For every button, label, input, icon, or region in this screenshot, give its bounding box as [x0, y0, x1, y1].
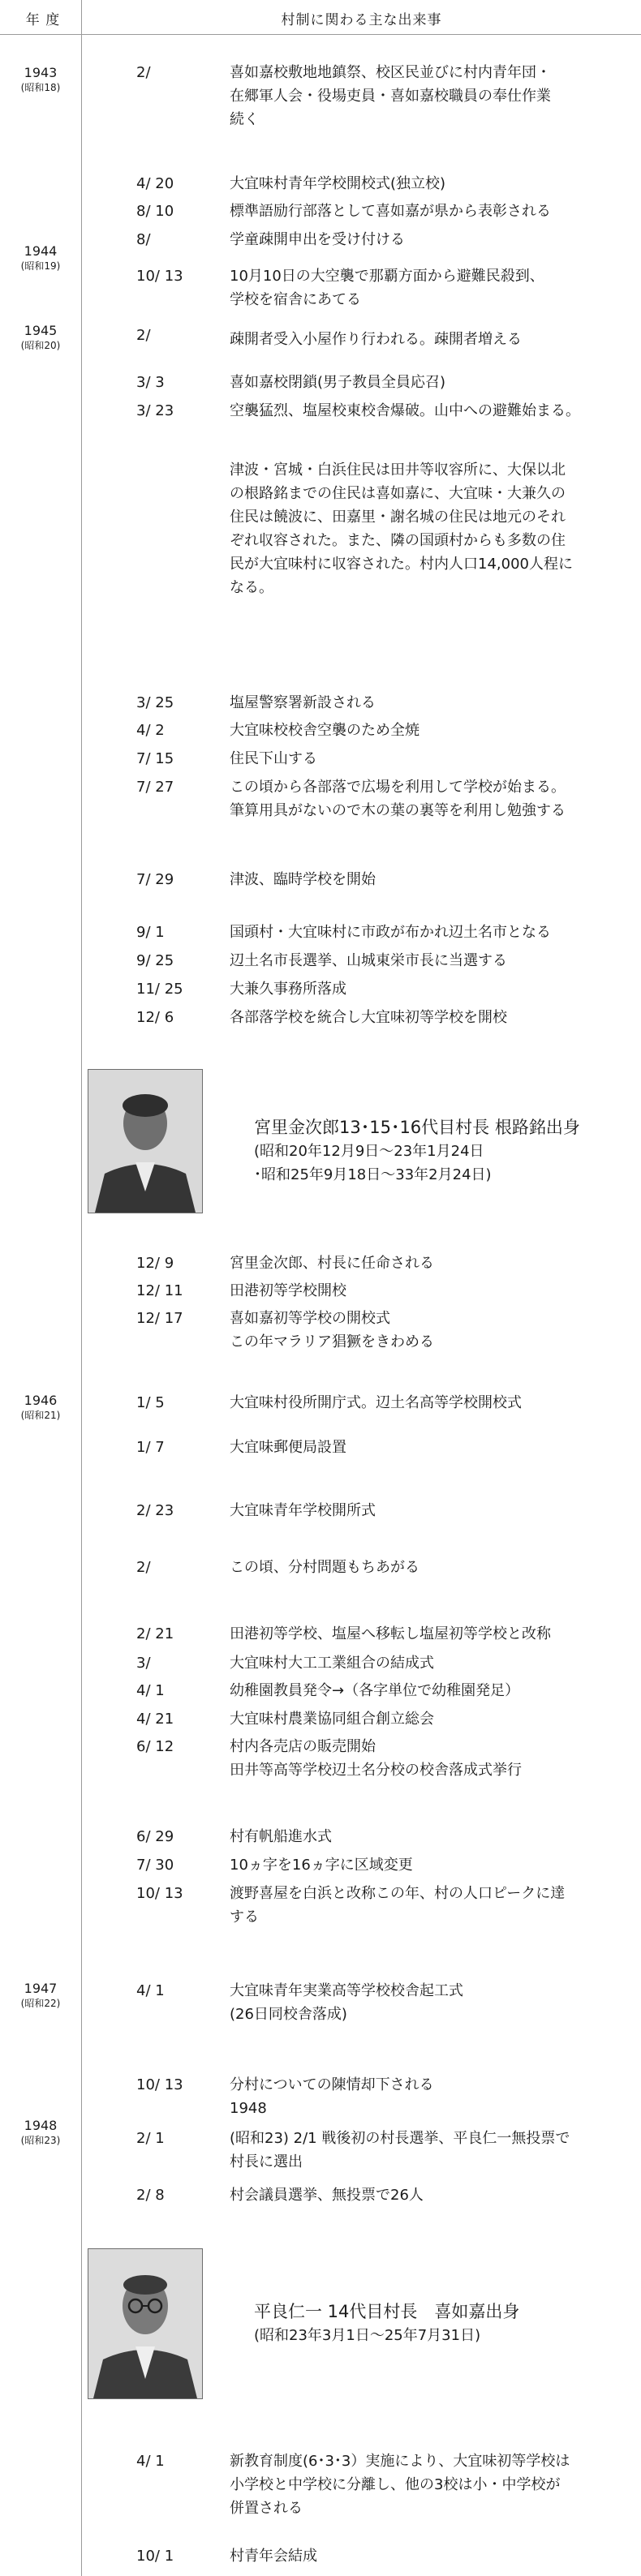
event-text: 大宜味村青年学校開校式(独立校) [230, 175, 446, 192]
event-text: 大宜味校校舎空襲のため全焼 [230, 722, 419, 739]
event-text: 大宜味村農業協同組合創立総会 [230, 1711, 434, 1728]
year-column-header: 年 度 [25, 12, 61, 28]
event-text: 村内各売店の販売開始 田井等高等学校辺土名分校の校舎落成式挙行 [230, 1738, 522, 1779]
year-label [0, 2118, 81, 2147]
event-text: 住民下山する [230, 750, 317, 767]
year-era: (昭和21) [20, 1410, 61, 1421]
event-text: 新教育制度(6･3･3）実施により、大宜味初等学校は 小学校と中学校に分離し、他の3校は小・中学校が 併置される [230, 2453, 570, 2517]
mayor-term: (昭和20年12月9日〜23年1月24日 ･昭和25年9月18日〜33年2月24日) [254, 1143, 492, 1183]
event-text: 大兼久事務所落成 [230, 981, 346, 998]
event-text: 大宜味青年学校開所式 [230, 1502, 376, 1519]
year-label [0, 243, 81, 273]
event-date: 9/ 25 [136, 952, 174, 969]
event-text: 宮里金次郎、村長に任命される [230, 1255, 434, 1272]
event-text: 村有帆船進水式 [230, 1828, 332, 1845]
event-text: 村会議員選挙、無投票で26人 [230, 2187, 424, 2204]
event-text: 幼稚園教員発令→（各字単位で幼稚園発足） [230, 1682, 520, 1699]
event-text: 空襲猛烈、塩屋校東校舎爆破。山中への避難始まる。 [230, 402, 580, 419]
event-date: 8/ 10 [136, 203, 174, 220]
year-number: 1945 [24, 323, 58, 338]
event-date: 2/ 1 [136, 2130, 165, 2147]
event-text: この頃から各部落で広場を利用して学校が始まる。 筆算用具がないので木の葉の裏等を利用し勉強する [230, 779, 566, 819]
event-text: 分村についての陳情却下される 1948 [230, 2076, 434, 2117]
year-label [0, 323, 81, 352]
event-date: 1/ 5 [136, 1394, 165, 1411]
mayor-caption [254, 2299, 635, 2347]
portrait-photo-icon [88, 2249, 202, 2398]
event-date: 3/ 3 [136, 374, 165, 391]
header-divider [0, 34, 641, 35]
year-number: 1943 [24, 65, 58, 80]
event-text: 大宜味青年実業高等学校校舎起工式 (26日同校舎落成) [230, 1982, 463, 2023]
event-date: 9/ 1 [136, 924, 165, 941]
event-text: 各部落学校を統合し大宜味初等学校を開校 [230, 1009, 507, 1026]
event-date: 12/ 11 [136, 1282, 183, 1299]
mayor-caption [254, 1115, 635, 1187]
year-era: (昭和19) [20, 260, 61, 272]
portrait-photo-icon [88, 1070, 202, 1213]
event-text: この頃、分村問題もちあがる [230, 1559, 419, 1576]
year-label [0, 1981, 81, 2010]
event-date: 1/ 7 [136, 1439, 165, 1456]
event-text: 喜如嘉初等学校の開校式 この年マラリア猖獗をきわめる [230, 1310, 434, 1350]
event-date: 4/ 1 [136, 2453, 165, 2470]
event-date: 6/ 12 [136, 1738, 174, 1755]
event-date: 2/ 23 [136, 1502, 174, 1519]
event-date: 4/ 1 [136, 1682, 165, 1699]
event-date: 3/ [136, 1655, 151, 1672]
event-date: 2/ [136, 64, 151, 81]
year-number: 1944 [24, 243, 58, 259]
event-text: 大宜味郵便局設置 [230, 1439, 346, 1456]
event-date: 11/ 25 [136, 981, 183, 998]
event-date: 7/ 30 [136, 1857, 174, 1874]
year-era: (昭和18) [20, 82, 61, 93]
event-date: 8/ [136, 231, 151, 248]
event-text: 10ヵ字を16ヵ字に区域変更 [230, 1857, 413, 1874]
event-text: 津波・宮城・白浜住民は田井等収容所に、大保以北 の根路銘までの住民は喜如嘉に、大宜味・大兼久の 住民は饒波に、田嘉里・謝名城の住民は地元のそれ ぞれ収容された。また、隣の国頭村からも多数の住 民が大宜味村に収容された。村内人口14,000人程に なる。 [230, 462, 573, 596]
event-date: 10/ 13 [136, 2076, 183, 2093]
event-text: 喜如嘉校閉鎖(男子教員全員応召) [230, 374, 446, 391]
event-text: 10月10日の大空襲で那覇方面から避難民殺到、 学校を宿舎にあてる [230, 268, 544, 308]
mayor-term: (昭和23年3月1日〜25年7月31日) [254, 2327, 481, 2344]
mayor-name: 平良仁一 14代目村長 喜如嘉出身 [254, 2302, 520, 2321]
event-date: 3/ 25 [136, 694, 174, 711]
event-date: 3/ 23 [136, 402, 174, 419]
event-text: 津波、臨時学校を開始 [230, 871, 376, 888]
event-text: 渡野喜屋を白浜と改称この年、村の人口ピークに達 する [230, 1885, 566, 1926]
event-text: 村青年会結成 [230, 2548, 317, 2565]
event-text: 田港初等学校、塩屋へ移転し塩屋初等学校と改称 [230, 1625, 551, 1642]
event-date: 2/ 8 [136, 2187, 165, 2204]
year-number: 1946 [24, 1393, 58, 1408]
year-label [0, 1393, 81, 1422]
year-number: 1948 [24, 2118, 58, 2133]
year-era: (昭和22) [20, 1998, 61, 2009]
event-date: 4/ 2 [136, 722, 165, 739]
event-text: 学童疎開申出を受け付ける [230, 231, 405, 248]
event-date: 7/ 15 [136, 750, 174, 767]
mayor-portrait [88, 1069, 203, 1213]
event-text: 標準語励行部落として喜如嘉が県から表彰される [230, 203, 551, 220]
event-text: 大宜味村役所開庁式。辺土名高等学校開校式 [230, 1394, 522, 1411]
event-date: 12/ 9 [136, 1255, 174, 1272]
event-date: 4/ 1 [136, 1982, 165, 1999]
event-date: 7/ 27 [136, 779, 174, 796]
event-text: 大宜味村大工工業組合の結成式 [230, 1655, 434, 1672]
event-text: 喜如嘉校敷地地鎮祭、校区民並びに村内青年団・ 在郷軍人会・役場吏員・喜如嘉校職員の奉仕作業 続く [230, 64, 551, 128]
event-date: 7/ 29 [136, 871, 174, 888]
event-date: 10/ 13 [136, 1885, 183, 1902]
event-text: 疎開者受入小屋作り行われる。疎開者増える [230, 331, 522, 348]
event-text: 塩屋警察署新設される [230, 694, 376, 711]
event-date: 4/ 20 [136, 175, 174, 192]
column-divider [81, 0, 82, 2576]
event-date: 12/ 17 [136, 1310, 183, 1327]
event-date: 12/ 6 [136, 1009, 174, 1026]
events-column-header: 村制に関わる主な出来事 [281, 12, 442, 28]
event-text: 辺土名市長選挙、山城東栄市長に当選する [230, 952, 507, 969]
event-text: 田港初等学校開校 [230, 1282, 346, 1299]
mayor-portrait [88, 2248, 203, 2399]
event-date: 2/ [136, 1559, 151, 1576]
event-date: 6/ 29 [136, 1828, 174, 1845]
event-text: 国頭村・大宜味村に市政が布かれ辺土名市となる [230, 924, 551, 941]
event-date: 4/ 21 [136, 1711, 174, 1728]
year-label [0, 65, 81, 94]
year-era: (昭和23) [20, 2135, 61, 2146]
year-era: (昭和20) [20, 340, 61, 351]
event-date: 10/ 13 [136, 268, 183, 285]
event-date: 10/ 1 [136, 2548, 174, 2565]
mayor-name: 宮里金次郎13･15･16代目村長 根路銘出身 [254, 1118, 580, 1137]
event-text: (昭和23) 2/1 戦後初の村長選挙、平良仁一無投票で 村長に選出 [230, 2130, 570, 2170]
event-date: 2/ 21 [136, 1625, 174, 1642]
year-number: 1947 [24, 1981, 58, 1996]
event-date: 2/ [136, 327, 151, 344]
